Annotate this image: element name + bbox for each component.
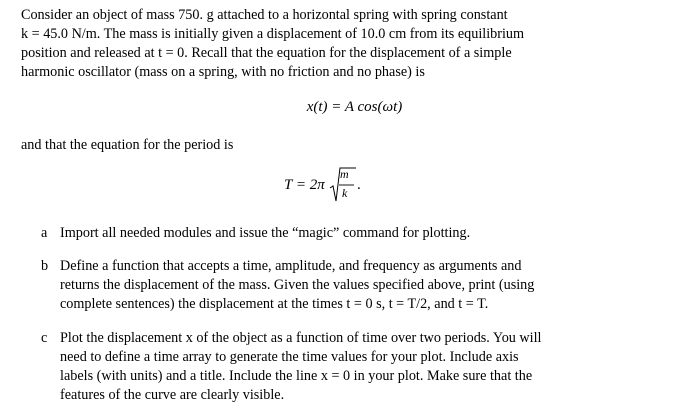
task-line: labels (with units) and a title. Include the line x = 0 in your plot. Make sure that the [60,368,533,384]
task-line: Define a function that accepts a time, amplitude, and frequency as arguments and [60,258,522,274]
task-line: complete sentences) the displacement at the times t = 0 s, t = T/2, and t = T. [60,296,489,312]
period-equation-lhs: T = 2π [284,177,325,193]
square-root-sign [284,164,364,208]
period-intro-text: and that the equation for the period is [21,137,234,153]
intro-line: harmonic oscillator (mass on a spring, with no friction and no phase) is [21,64,425,80]
task-line: Import all needed modules and issue the “magic” command for plotting. [60,225,471,241]
intro-line: k = 45.0 N/m. The mass is initially given a displacement of 10.0 cm from its equilibrium [21,26,525,42]
task-marker: c [41,330,48,346]
task-marker: a [41,225,48,241]
fraction-numerator: m [340,167,349,181]
equation-period-terminator: . [357,177,361,193]
displacement-equation: x(t) = A cos(ωt) [306,99,403,115]
task-line: need to define a time array to generate the time values for your plot. Include axis [60,349,519,365]
task-line: features of the curve are clearly visible. [60,387,285,403]
task-line: Plot the displacement x of the object as a function of time over two periods. You will [60,330,542,346]
intro-line: Consider an object of mass 750. g attached to a horizontal spring with spring constant [21,7,508,23]
problem-intro [21,6,666,82]
intro-line: position and released at t = 0. Recall that the equation for the displacement of a simple [21,45,512,61]
fraction-denominator: k [342,186,348,200]
task-line: returns the displacement of the mass. Given the values specified above, print (using [60,277,535,293]
task-marker: b [41,258,49,274]
